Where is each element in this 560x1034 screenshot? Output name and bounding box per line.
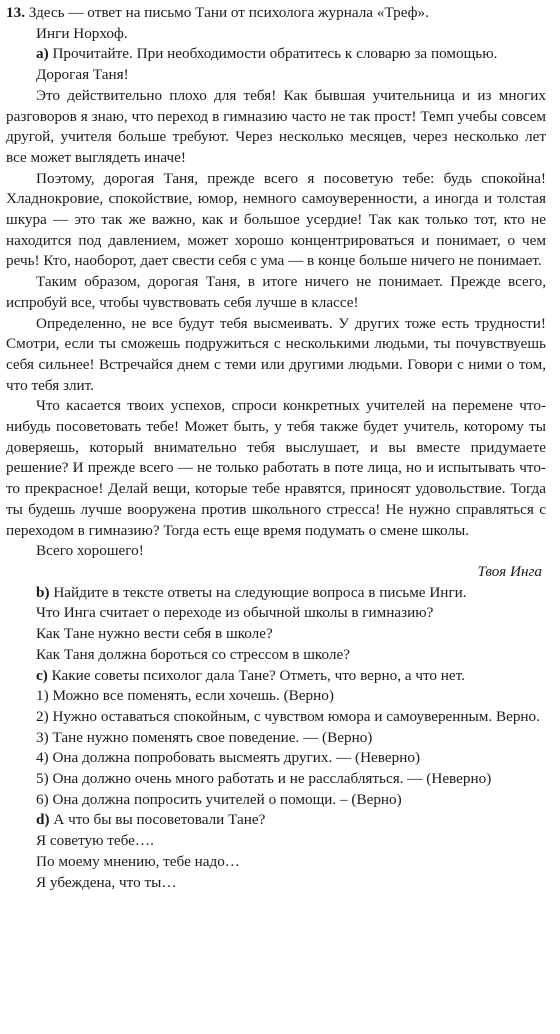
task-c-item-6: 6) Она должна попросить учителей о помощи. – (Верно) xyxy=(36,790,402,808)
task-d-phrase-1: Я советую тебе…. xyxy=(36,832,154,850)
task-c-item-4: 4) Она должна попробовать высмеять других. — (Неверно) xyxy=(36,749,420,767)
letter-paragraph-3: Таким образом, дорогая Таня, в итоге ничего не понимает. Прежде всего, испробуй все, чтобы чувствовать себя лучше в классе! xyxy=(6,273,546,311)
exercise-number: 13. xyxy=(6,4,25,21)
exercise-intro-author: Инги Норхоф. xyxy=(36,24,128,42)
task-b xyxy=(6,583,546,604)
task-c-item-3: 3) Тане нужно поменять свое поведение. — (Верно) xyxy=(36,728,373,746)
task-a-text: Прочитайте. При необходимости обратитесь к словарю за помощью. xyxy=(52,45,498,63)
task-d-phrase-2: По моему мнению, тебе надо… xyxy=(36,852,240,870)
task-d-phrase-3: Я убеждена, что ты… xyxy=(36,873,177,891)
exercise-header xyxy=(6,3,546,24)
letter-paragraph-5: Что касается твоих успехов, спроси конкретных учителей на перемене что-нибудь посоветовать тебе! Может быть, у тебя также будет учитель, которому ты доверяешь, который внимательно тебя выслушает, и вы вместе придумаете решение? И прежде всего — не только работать в поте лица, но и испытывать что-то прекрасное! Делай вещи, которые тебе нравятся, приносят удовольствие. Тогда ты будешь лучше вооружена против школьного стресса! Не нужно справляться с переходом в гимназию? Тогда есть еще время подумать о смене школы. xyxy=(6,397,546,539)
letter-signature: Твоя Инга xyxy=(477,562,542,580)
task-b-label: b) xyxy=(36,583,50,601)
task-b-question-1: Что Инга считает о переходе из обычной школы в гимназию? xyxy=(36,604,434,622)
task-b-question-3: Как Таня должна бороться со стрессом в школе? xyxy=(36,645,350,663)
letter-paragraph-4: Определенно, не все будут тебя высмеивать. У других тоже есть трудности! Смотри, если ты сможешь подружиться с несколькими людьми, ты почувствуешь себя сильнее! Встречайся днем с теми или другими людьми. Говори с ними о том, что тебя злит. xyxy=(6,314,546,394)
task-d-text: А что бы вы посоветовали Тане? xyxy=(53,811,266,829)
task-c-item-1: 1) Можно все поменять, если хочешь. (Верно) xyxy=(36,687,334,705)
task-c-item-5: 5) Она должно очень много работать и не расслабляться. — (Неверно) xyxy=(36,770,492,788)
task-b-question-2: Как Тане нужно вести себя в школе? xyxy=(36,625,273,643)
task-b-text: Найдите в тексте ответы на следующие вопроса в письме Инги. xyxy=(53,583,467,601)
document-page xyxy=(6,0,546,893)
exercise-intro: Здесь — ответ на письмо Тани от психолога журнала «Треф». xyxy=(28,4,429,21)
letter-greeting: Дорогая Таня! xyxy=(36,66,129,84)
letter-paragraph-2: Поэтому, дорогая Таня, прежде всего я посоветую тебе: будь спокойна! Хладнокровие, спокойствие, юмор, немного самоуверенности, а иногда и толстая шкура — это так же важно, как и большое усердие! Так как только тот, кто не находится под давлением, может хорошо концентрироваться и понимает, о чем речь! Кто, наоборот, дает свести себя с ума — в конце больше ничего не понимает. xyxy=(6,169,546,270)
task-d-label: d) xyxy=(36,811,50,829)
task-c xyxy=(6,666,546,687)
task-d xyxy=(6,810,546,831)
task-a-label: a) xyxy=(36,45,49,63)
letter-paragraph-1: Это действительно плохо для тебя! Как бывшая учительница и из многих разговоров я знаю, что переход в гимназию часто не так прост! Темп учебы совсем другой, учителя больше требуют. Через несколько месяцев, через несколько лет все может выглядеть иначе! xyxy=(6,86,546,166)
task-c-item-2: 2) Нужно оставаться спокойным, с чувством юмора и самоуверенным. Верно. xyxy=(36,707,540,725)
task-c-text: Какие советы психолог дала Тане? Отметь, что верно, а что нет. xyxy=(51,666,465,684)
letter-closing: Всего хорошего! xyxy=(36,542,144,560)
task-c-label: c) xyxy=(36,666,48,684)
task-a xyxy=(6,44,546,65)
